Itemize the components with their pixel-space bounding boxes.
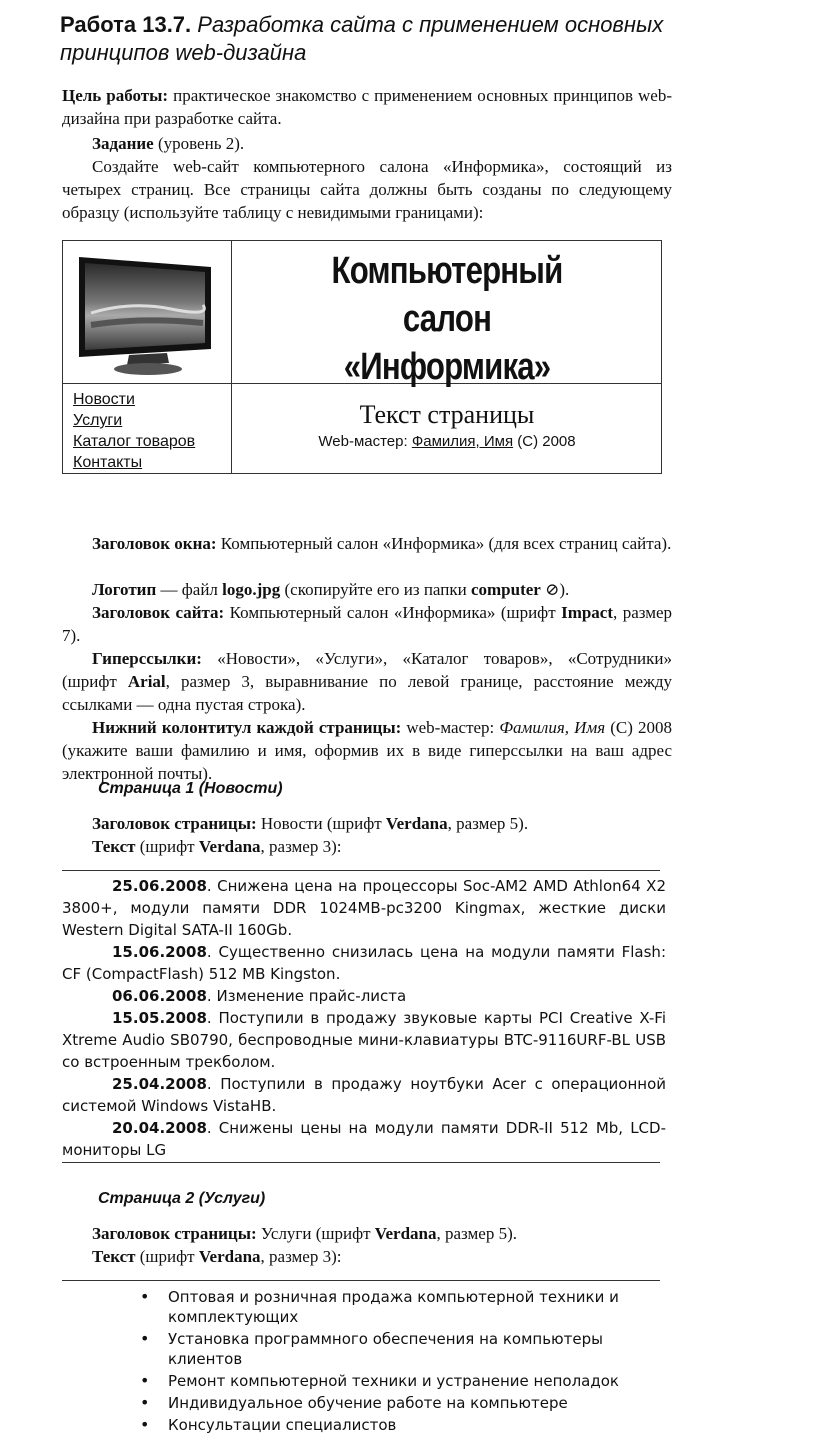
webmaster-suffix: (С) 2008 (517, 433, 576, 450)
req-footer (62, 716, 672, 785)
nav-link-contacts[interactable]: Контакты (73, 454, 143, 471)
page1-bottom-rule (62, 1162, 660, 1163)
work-title-line1: Разработка сайта с применением основных (197, 12, 664, 37)
news-item (62, 1117, 666, 1161)
goal-paragraph (62, 84, 672, 130)
page1-top-rule (62, 870, 660, 871)
work-title-continued (60, 40, 306, 66)
news-text: . Снижена цена на процессоры Soc-AM2 AMD Athlon64 X2 3800+, модули памяти DDR 1024MB-pc3200 Kingmax, жесткие диски Western Digital SATA-II 160Gb. (62, 877, 666, 939)
goal-text: практическое знакомство с применением основных принципов web-дизайна при разработке сайта. (62, 86, 673, 128)
bullet-icon: • (140, 1371, 150, 1390)
logo-text-pre: (скопируйте его из папки (280, 580, 471, 599)
links-font: Arial (127, 672, 166, 691)
page1-text-post: , размер 3): (260, 837, 342, 856)
nav-link-catalog[interactable]: Каталог товаров (73, 433, 196, 450)
service-item (140, 1329, 670, 1369)
services-list (140, 1287, 670, 1437)
logo-dash: — файл (156, 580, 223, 599)
news-item (62, 1073, 666, 1117)
bullet-icon: • (140, 1329, 150, 1348)
site-title-size: , размер 7). (62, 603, 673, 645)
news-text: . Поступили в продажу звуковые карты PCI Creative X-Fi Xtreme Audio SB0790, беспроводные мини-клавиатуры BTC-9116URF-BL USB со встроенным трекболом. (62, 1009, 666, 1071)
page1-title-spec (62, 812, 672, 835)
news-text: . Снижены цены на модули памяти DDR-II 512 Mb, LCD-мониторы LG (62, 1119, 666, 1159)
page2-text-label: Текст (92, 1247, 136, 1266)
task-level: (уровень 2). (157, 134, 245, 153)
service-text: Оптовая и розничная продажа компьютерной техники и комплектующих (168, 1288, 619, 1326)
window-title-label: Заголовок окна: (92, 534, 217, 553)
links-text-post: , размер 3, выравнивание по левой границе, расстояние между ссылками — одна пустая строка). (62, 672, 672, 714)
sample-site-nav (73, 389, 229, 473)
task-paragraph (62, 155, 672, 224)
service-text: Консультации специалистов (168, 1416, 397, 1434)
news-list (62, 875, 666, 1161)
webmaster-prefix: Web-мастер: (318, 433, 408, 450)
task-text: Создайте web-сайт компьютерного салона «Информика», состоящий из четырех страниц. Все страницы сайта должны быть созданы по следующему образцу (используйте таблицу с невидимыми границами): (62, 157, 672, 222)
news-date: 15.05.2008 (112, 1009, 207, 1027)
table-vertical-divider (231, 241, 232, 473)
logo-label: Логотип (92, 580, 157, 599)
task-heading (62, 132, 672, 155)
footer-text-pre: web-мастер: (406, 718, 495, 737)
logo-text-post: ). (559, 580, 570, 599)
site-title-line2: салон (402, 298, 492, 340)
req-logo (62, 578, 672, 601)
window-title-text: Компьютерный салон «Информика» (для всех страниц сайта). (220, 534, 672, 553)
news-date: 25.06.2008 (112, 877, 207, 895)
site-title-font: Impact (561, 603, 614, 622)
news-text: . Изменение прайс-листа (206, 987, 407, 1005)
nav-link-services[interactable]: Услуги (73, 412, 123, 429)
page2-heading: Страница 2 (Услуги) (98, 1190, 266, 1207)
page2-title-text-post: , размер 5). (436, 1224, 517, 1243)
footer-italic: Фамилия, Имя (499, 718, 606, 737)
page2-title-spec (62, 1222, 672, 1245)
page1-title-font: Verdana (385, 814, 448, 833)
news-date: 06.06.2008 (112, 987, 207, 1005)
page2-title-text-pre: Услуги (шрифт (260, 1224, 371, 1243)
service-item (140, 1393, 670, 1413)
links-text-pre: «Новости», «Услуги», «Каталог товаров», «Сотрудники» (шрифт (62, 649, 672, 691)
task-label: Задание (92, 134, 154, 153)
page2-text-pre: (шрифт (139, 1247, 195, 1266)
service-item (140, 1287, 670, 1327)
req-site-title (62, 601, 672, 647)
service-text: Ремонт компьютерной техники и устранение неполадок (168, 1372, 619, 1390)
req-links (62, 647, 672, 716)
news-date: 15.06.2008 (112, 943, 207, 961)
page2-text-spec (62, 1245, 672, 1268)
monitor-logo-image (71, 253, 221, 377)
page1-text-font: Verdana (198, 837, 261, 856)
bullet-icon: • (140, 1287, 150, 1306)
page2-text-post: , размер 3): (260, 1247, 342, 1266)
sample-site-title (272, 247, 623, 391)
footer-text-post: (С) 2008 (укажите ваши фамилию и имя, оформив их в виде гиперссылки на ваш адрес электронной почты). (62, 718, 673, 783)
webmaster-name-link[interactable]: Фамилия, Имя (411, 433, 514, 450)
work-number: Работа 13.7. (60, 12, 192, 37)
news-text: . Существенно снизилась цена на модули памяти Flash: CF (CompactFlash) 512 MB Kingston. (62, 943, 666, 983)
site-title-text: Компьютерный салон «Информика» (шрифт (229, 603, 556, 622)
sample-footer (233, 433, 661, 450)
news-date: 20.04.2008 (112, 1119, 207, 1137)
news-item (62, 1007, 666, 1073)
page2-text-font: Verdana (198, 1247, 261, 1266)
bullet-icon: • (140, 1393, 150, 1412)
work-title (60, 12, 663, 38)
news-item (62, 875, 666, 941)
site-title-line3: «Информика» (343, 346, 551, 388)
service-text: Установка программного обеспечения на компьютеры клиентов (168, 1330, 604, 1368)
logo-folder: computer (470, 580, 541, 599)
page1-text-spec (62, 835, 672, 858)
logo-file: logo.jpg (222, 580, 281, 599)
page2-title-font: Verdana (374, 1224, 437, 1243)
page1-title-label: Заголовок страницы: (92, 814, 257, 833)
page1-title-text-pre: Новости (шрифт (260, 814, 382, 833)
service-item (140, 1371, 670, 1391)
goal-label: Цель работы: (62, 86, 169, 105)
req-window-title (62, 532, 672, 555)
sample-site-table (62, 240, 662, 474)
bullet-icon: • (140, 1415, 150, 1434)
news-item (62, 985, 666, 1007)
page1-text-label: Текст (92, 837, 136, 856)
footer-label: Нижний колонтитул каждой страницы: (92, 718, 402, 737)
site-title-label: Заголовок сайта: (92, 603, 225, 622)
service-item (140, 1415, 670, 1435)
links-label: Гиперссылки: (92, 649, 202, 668)
page2-top-rule (62, 1280, 660, 1281)
disk-icon: ⊘ (540, 580, 560, 599)
sample-page-text: Текст страницы (359, 400, 535, 429)
page1-text-pre: (шрифт (139, 837, 195, 856)
site-title-line1: Компьютерный (331, 250, 563, 292)
news-item (62, 941, 666, 985)
page2-title-label: Заголовок страницы: (92, 1224, 257, 1243)
work-title-line2: принципов web-дизайна (60, 40, 307, 65)
service-text: Индивидуальное обучение работе на компьютере (168, 1394, 568, 1412)
news-text: . Поступили в продажу ноутбуки Acer с операционной системой Windows VistaHB. (62, 1075, 666, 1115)
page1-title-text-post: , размер 5). (447, 814, 529, 833)
page1-heading: Страница 1 (Новости) (98, 780, 283, 797)
nav-link-news[interactable]: Новости (73, 391, 135, 408)
news-date: 25.04.2008 (112, 1075, 207, 1093)
